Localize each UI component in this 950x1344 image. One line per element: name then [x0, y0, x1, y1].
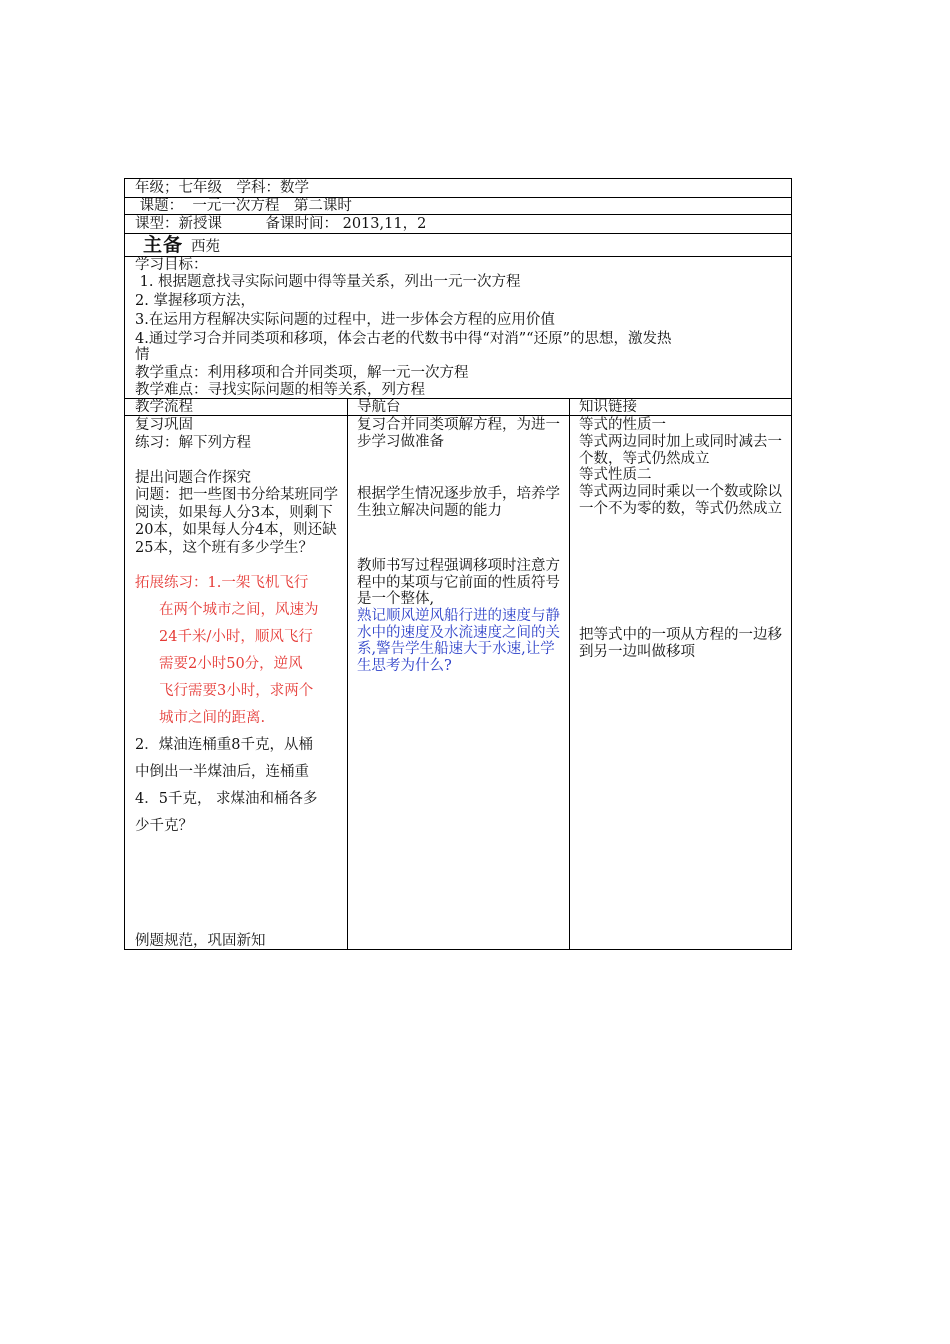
- extension-line: 24千米/小时，顺风飞行: [159, 629, 313, 645]
- goal-item: 2. 掌握移项方法，: [135, 293, 255, 309]
- goal-item: 1. 根据题意找寻实际问题中得等量关系，列出一元一次方程: [135, 274, 521, 290]
- topic-line: 课题： 一元一次方程 第二课时: [135, 198, 352, 214]
- knowledge-text: 把等式中的一项从方程的一边移到另一边叫做移项: [579, 627, 782, 660]
- column-divider: [569, 398, 570, 950]
- problem-text: 问题：把一些图书分给某班同学阅读，如果每人分3本，则剩下20本，如果每人分4本，则还缺25本，这个班有多少学生？: [135, 487, 338, 556]
- difficulty: 教学难点：寻找实际问题的相等关系，列方程: [135, 382, 425, 398]
- preparer-line: [143, 235, 220, 257]
- question-line: 中倒出一半煤油后，连桶重: [135, 764, 309, 780]
- example-text: 例题规范，巩固新知: [135, 933, 266, 949]
- preparer-name: 西苑: [191, 239, 221, 255]
- row-divider: [125, 256, 791, 257]
- explore-title: 提出问题合作探究: [135, 470, 251, 486]
- question-two: [135, 732, 345, 840]
- grade-subject-line: 年级；七年级 学科：数学: [135, 180, 309, 196]
- nav-paragraph: 教师书写过程强调移项时注意方程中的某项与它前面的性质符号是一个整体,: [357, 558, 560, 607]
- column-header-knowledge: 知识链接: [579, 399, 637, 415]
- nav-paragraph: 根据学生情况逐步放手，培养学生独立解决问题的能力: [357, 486, 560, 519]
- goal-item: 4.通过学习合并同类项和移项，体会古老的代数书中得“对消”“还原”的思想，激发热: [135, 331, 672, 347]
- goal-item: 情: [135, 347, 150, 363]
- extension-line: 需要2小时50分，逆风: [159, 656, 303, 672]
- question-line: 少千克？: [135, 818, 193, 834]
- nav-paragraph-highlight: 熟记顺风逆风船行进的速度与静水中的速度及水流速度之间的关系,警告学生船速大于水速,让学生思考为什么?: [357, 608, 560, 674]
- column-divider: [347, 398, 348, 950]
- goal-item: 3.在运用方程解决实际问题的过程中，进一步体会方程的应用价值: [135, 312, 555, 328]
- knowledge-text: 等式两边同时加上或同时减去一个数，等式仍然成立: [579, 434, 782, 467]
- question-line: 4．5千克， 求煤油和桶各多: [135, 791, 318, 807]
- question-line: 2．煤油连桶重8千克，从桶: [135, 737, 313, 753]
- knowledge-title: 等式的性质一: [579, 417, 666, 433]
- review-title: 复习巩固: [135, 417, 193, 433]
- nav-paragraph: 复习合并同类项解方程，为进一步学习做准备: [357, 417, 560, 450]
- lesson-plan-table: [124, 178, 792, 950]
- extension-line: 城市之间的距离.: [159, 710, 266, 726]
- extension-exercise: [135, 570, 343, 732]
- preparer-label: 主备: [143, 234, 184, 256]
- knowledge-title: 等式性质二: [579, 467, 652, 483]
- extension-line: 在两个城市之间，风速为: [159, 602, 319, 618]
- type-time-line: 课型：新授课 备课时间： 2013,11，2: [135, 216, 427, 232]
- row-divider: [125, 233, 791, 234]
- column-header-nav: 导航台: [357, 399, 401, 415]
- key-point: 教学重点：利用移项和合并同类项，解一元一次方程: [135, 365, 469, 381]
- practice-text: 练习：解下列方程: [135, 435, 251, 451]
- row-divider: [125, 415, 791, 416]
- column-header-flow: 教学流程: [135, 399, 193, 415]
- extension-line: 拓展练习：1.一架飞机飞行: [135, 575, 309, 591]
- extension-line: 飞行需要3小时，求两个: [159, 683, 314, 699]
- goals-title: 学习目标：: [135, 257, 208, 273]
- knowledge-text: 等式两边同时乘以一个数或除以一个不为零的数，等式仍然成立: [579, 484, 782, 517]
